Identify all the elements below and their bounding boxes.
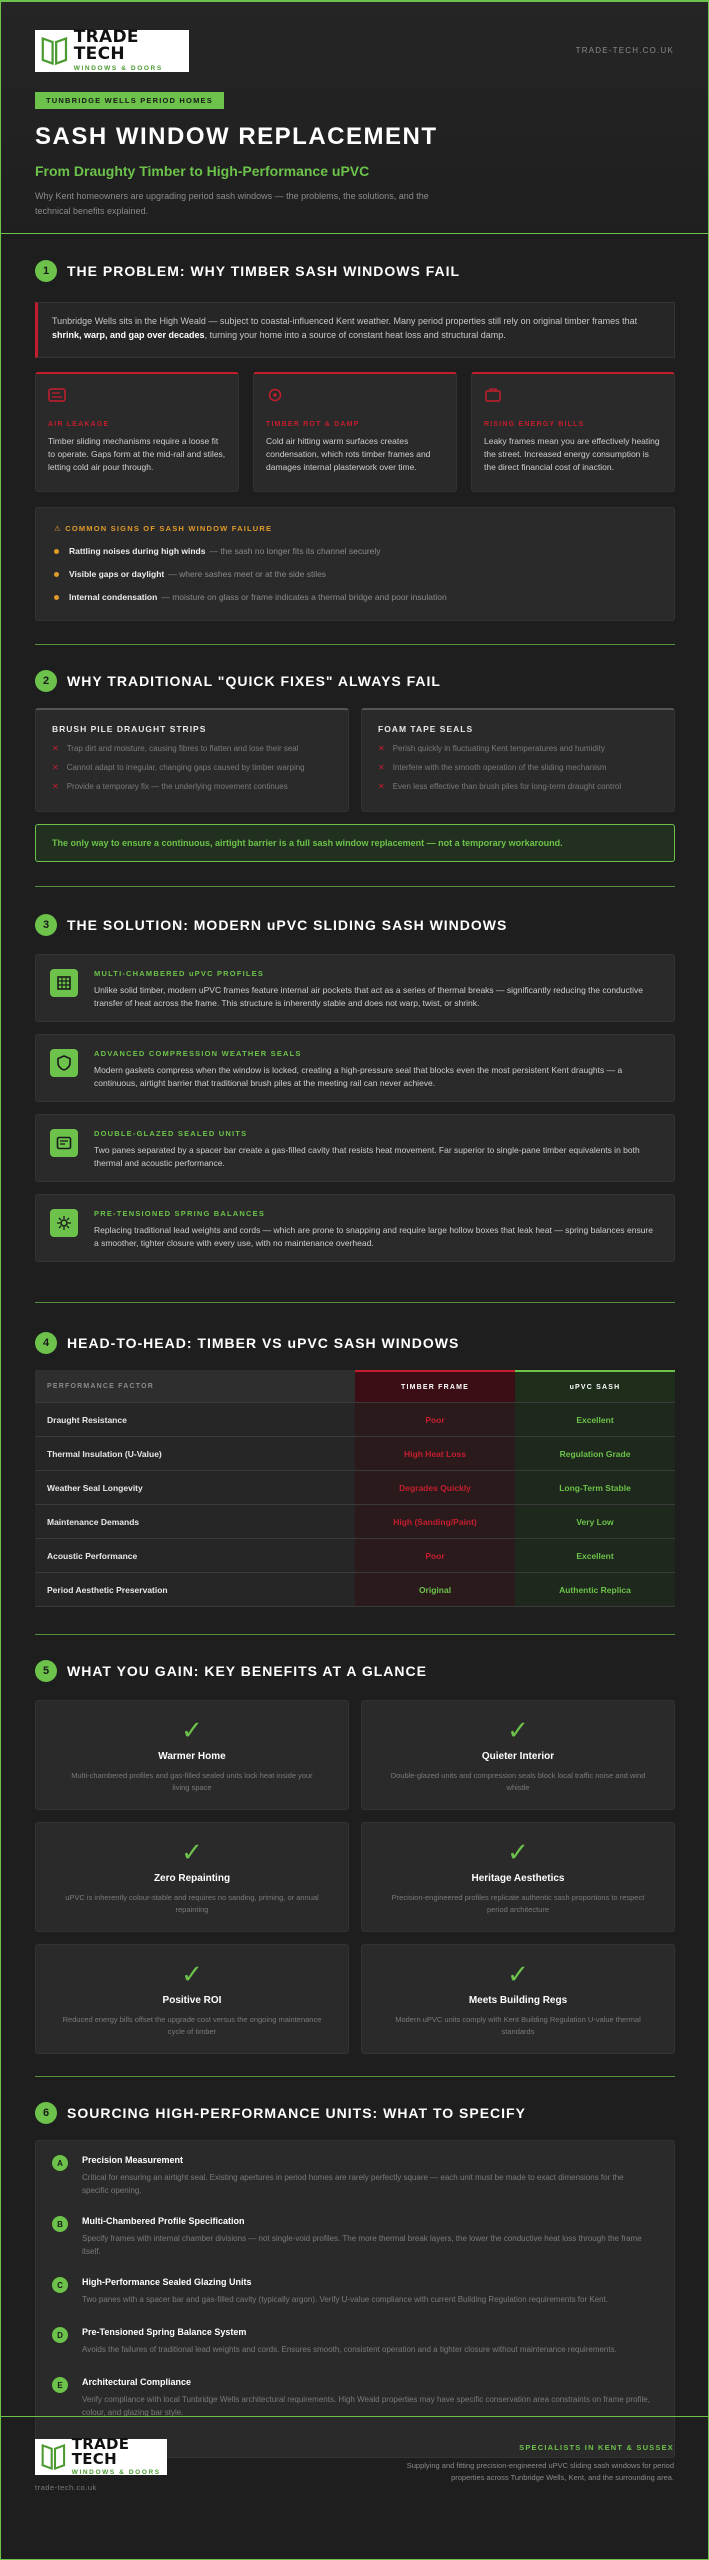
benefit-title: Meets Building Regs [468,1995,568,2006]
solution-card [35,1114,675,1182]
hero-header [1,2,708,234]
check-icon: ✓ [181,1838,203,1868]
fix-card [361,708,675,812]
cross-icon: ✕ [52,782,59,791]
list-item: ✕ Interfere with the smooth operation of the sliding mechanism [378,763,607,772]
list-item: ✕ Perish quickly in fluctuating Kent temperatures and humidity [378,744,605,753]
section-divider [35,1634,675,1635]
list-item: ✕ Cannot adapt to irregular, changing gaps caused by timber warping [52,763,305,772]
section-title: THE PROBLEM: WHY TIMBER SASH WINDOWS FAIL [67,263,461,279]
cross-icon: ✕ [378,782,385,791]
problem-card [35,372,239,492]
solution-card [35,1194,675,1262]
check-icon: ✓ [507,1960,529,1990]
benefit-card [35,1700,349,1810]
solution-text: Two panes separated by a spacer bar create a gas-filled cavity that resists heat movement. Far superior to single-pane timber equivalents in both thermal and acoustic performance. [94,1145,640,1168]
table-cell: Excellent [515,1403,675,1436]
gear-icon [56,1215,72,1231]
table-cell: Very Low [515,1505,675,1538]
brand-tagline: WINDOWS & DOORS [73,65,163,73]
solution-text: Replacing traditional lead weights and cords — which are prone to snapping and require large hollow boxes that leak heat — spring balances ensure a smoother, tighter closure with every use, with no maintenance overhead. [94,1225,653,1248]
table-header-row [35,1370,675,1403]
problem-card-text: Leaky frames mean you are effectively heating the street. Increased energy consumption is the direct financial cost of inaction. [484,436,660,472]
window-icon [56,1135,72,1151]
spec-text: Avoids the failures of traditional lead weights and cords. Ensures smooth, consistent operation and a tighter closure without maintenance requirements. [82,2345,617,2354]
footer-logo[interactable] [35,2435,167,2477]
spec-text: Critical for ensuring an airtight seal. Existing apertures in period homes are rarely perfectly square — each unit must be made to exact dimensions for the specific opening. [82,2173,624,2195]
spec-title: Pre-Tensioned Spring Balance System [82,2327,247,2337]
spec-letter: B [52,2216,68,2232]
table-cell: Excellent [515,1539,675,1572]
site-url[interactable]: TRADE-TECH.CO.UK [575,46,674,55]
spec-title: Multi-Chambered Profile Specification [82,2216,245,2226]
table-cell: Degrades Quickly [355,1471,515,1504]
section-benefits [35,1660,675,2036]
problem-card-text: Timber sliding mechanisms require a loose fit to operate. Gaps form at the mid-rail and stiles, letting cold air pour through. [48,436,226,472]
table-cell: Poor [355,1403,515,1436]
solution-title: PRE-TENSIONED SPRING BALANCES [94,1209,266,1218]
cross-icon: ✕ [52,744,59,753]
spec-title: Precision Measurement [82,2155,184,2165]
shield-icon [56,1055,72,1071]
solution-title: DOUBLE-GLAZED SEALED UNITS [94,1129,248,1138]
table-cell: Long-Term Stable [515,1471,675,1504]
section-solution [35,914,675,1274]
section-title: SOURCING HIGH-PERFORMANCE UNITS: WHAT TO SPECIFY [67,2105,526,2121]
benefit-card [361,1822,675,1932]
table-row [35,1437,675,1471]
table-cell: Draught Resistance [47,1414,127,1425]
table-cell: Acoustic Performance [47,1550,138,1561]
section-number: 1 [35,260,57,282]
check-icon: ✓ [507,1716,529,1746]
page-title: SASH WINDOW REPLACEMENT [35,123,438,150]
brand-tagline: WINDOWS & DOORS [71,2469,161,2477]
section-number: 6 [35,2102,57,2124]
section-sourcing [35,2102,675,2462]
list-item [52,2216,652,2258]
problem-card [253,372,457,492]
table-cell: Maintenance Demands [47,1516,140,1527]
table-cell: Original [355,1573,515,1606]
table-cell: Authentic Replica [515,1573,675,1606]
failure-signs-box [35,507,675,621]
problem-intro: Tunbridge Wells sits in the High Weald — subject to coastal-influenced Kent weather. Many period properties still rely on original timber frames that shrink, warp, and gap over decades, turning your home into a source of constant heat loss and structural damp. [35,302,675,358]
list-item [52,2277,652,2306]
solution-title: MULTI-CHAMBERED uPVC PROFILES [94,969,265,978]
section-divider [35,644,675,645]
signs-title: ⚠ COMMON SIGNS OF SASH WINDOW FAILURE [54,524,273,533]
bill-icon [484,388,502,402]
list-item [52,2327,652,2356]
benefit-card [361,1700,675,1810]
benefit-card [35,1944,349,2054]
fix-card-title: BRUSH PILE DRAUGHT STRIPS [52,724,207,734]
table-row [35,1403,675,1437]
table-cell: Weather Seal Longevity [47,1482,143,1493]
section-divider [35,886,675,887]
table-cell: High Heat Loss [355,1437,515,1470]
list-item [52,2155,652,2197]
benefit-title: Warmer Home [158,1751,226,1762]
problem-card-text: Cold air hitting warm surfaces creates condensation, which rots timber frames and damages internal plasterwork over time. [266,436,431,472]
list-item: Internal condensation — moisture on glass or frame indicates a thermal bridge and poor insulation [54,592,656,602]
benefit-title: Heritage Aesthetics [471,1873,565,1884]
section-comparison [35,1332,675,1632]
solution-card [35,954,675,1022]
table-row [35,1505,675,1539]
solution-text: Modern gaskets compress when the window is locked, creating a high-pressure seal that blocks even the most persistent Kent draughts — a continuous, airtight barrier that traditional brush piles at the meeting rail can never achieve. [94,1065,623,1088]
benefit-title: Positive ROI [162,1995,222,2006]
section-problem [35,260,675,640]
fix-card-title: FOAM TAPE SEALS [378,724,474,734]
table-cell: Period Aesthetic Preservation [47,1584,168,1595]
section-number: 4 [35,1332,57,1354]
section-divider [35,2076,675,2077]
table-row [35,1539,675,1573]
fix-card [35,708,349,812]
list-item: Rattling noises during high winds — the sash no longer fits its channel securely [54,546,656,556]
section-title: HEAD-TO-HEAD: TIMBER VS uPVC SASH WINDOWS [67,1335,460,1351]
spec-letter: A [52,2155,68,2171]
comparison-table [35,1370,675,1607]
check-icon: ✓ [181,1716,203,1746]
section-number: 5 [35,1660,57,1682]
spec-letter: D [52,2327,68,2343]
brand-logo[interactable] [35,27,189,73]
spec-text: Two panes with a spacer bar and gas-filled cavity (typically argon). Verify U-value compliance with current Building Regulation requirements for Kent. [82,2295,609,2304]
benefit-title: Quieter Interior [481,1751,555,1762]
solution-text: Unlike solid timber, modern uPVC frames feature internal air pockets that act as a series of thermal breaks — significantly reducing the conductive transfer of heat across the frame. This structure is inherently stable and does not warp, twist, or shrink. [94,985,643,1008]
problem-card-title: TIMBER ROT & DAMP [266,421,360,428]
logo-mark-icon [41,2441,66,2473]
droplet-icon [266,388,284,402]
column-header: PERFORMANCE FACTOR [47,1382,155,1390]
solution-title: ADVANCED COMPRESSION WEATHER SEALS [94,1049,302,1058]
problem-card [471,372,675,492]
list-item: ✕ Trap dirt and moisture, causing fibres to flatten and lose their seal [52,744,299,753]
page-subtitle: From Draughty Timber to High-Performance uPVC [35,163,370,179]
section-divider [35,1302,675,1303]
table-cell: Regulation Grade [515,1437,675,1470]
table-cell: Thermal Insulation (U-Value) [47,1448,162,1459]
benefit-card [35,1822,349,1932]
footer-url[interactable]: trade-tech.co.uk [35,2483,97,2492]
grid-icon [56,975,72,991]
footer-text: Supplying and fitting precision-engineered uPVC sliding sash windows for period properties across Tunbridge Wells, Kent, and the surrounding area. [406,2461,674,2482]
benefit-text: Precision-engineered profiles replicate authentic sash proportions to respect period architecture [391,1893,645,1914]
table-cell: Poor [355,1539,515,1572]
footer-title: SPECIALISTS IN KENT & SUSSEX [519,2443,674,2452]
spec-list [35,2140,675,2458]
section-title: THE SOLUTION: MODERN uPVC SLIDING SASH WINDOWS [67,917,508,933]
benefit-text: Reduced energy bills offset the upgrade cost versus the ongoing maintenance cycle of timber [62,2015,322,2036]
problem-card-title: AIR LEAKAGE [48,421,110,428]
page-intro: Why Kent homeowners are upgrading period sash windows — the problems, the solutions, and the technical benefits explained. [35,191,429,216]
problem-card-title: RISING ENERGY BILLS [484,421,585,428]
location-tag: TUNBRIDGE WELLS PERIOD HOMES [35,92,224,109]
list-item: ✕ Even less effective than brush piles for long-term draught control [378,782,622,791]
check-icon: ✓ [507,1838,529,1868]
brand-name: TRADE TECH [73,27,139,65]
solution-card [35,1034,675,1102]
benefit-card [361,1944,675,2054]
benefit-text: Modern uPVC units comply with Kent Building Regulation U-value thermal standards [395,2015,641,2036]
wind-icon [48,388,66,402]
section-title: WHAT YOU GAIN: KEY BENEFITS AT A GLANCE [67,1663,427,1679]
cross-icon: ✕ [52,763,59,772]
spec-letter: E [52,2377,68,2393]
table-row [35,1573,675,1607]
cross-icon: ✕ [378,744,385,753]
benefit-text: Double-glazed units and compression seals block local traffic noise and wind whistle [390,1771,646,1792]
brand-name: TRADE TECH [71,2435,130,2469]
section-number: 2 [35,670,57,692]
list-item: Visible gaps or daylight — where sashes meet or at the side stiles [54,569,656,579]
list-item [52,2377,652,2419]
benefit-title: Zero Repainting [153,1873,231,1884]
replacement-note: The only way to ensure a continuous, airtight barrier is a full sash window replacement — not a temporary workaround. [35,824,675,862]
section-number: 3 [35,914,57,936]
section-quick-fixes [35,670,675,870]
check-icon: ✓ [181,1960,203,1990]
benefit-text: Multi-chambered profiles and gas-filled sealed units lock heat inside your living space [71,1771,313,1792]
footer [1,2416,708,2560]
cross-icon: ✕ [378,763,385,772]
column-header: TIMBER FRAME [355,1370,515,1402]
list-item: ✕ Provide a temporary fix — the underlying movement continues [52,782,288,791]
table-cell: High (Sanding/Paint) [355,1505,515,1538]
column-header: uPVC SASH [515,1370,675,1402]
benefit-text: uPVC is inherently colour-stable and requires no sanding, priming, or annual repainting [65,1893,319,1914]
spec-text: Verify compliance with local Tunbridge Wells architectural requirements. High Weald properties may have specific conservation area constraints on frame profile, colour, and glazing bar style. [82,2395,650,2417]
table-row [35,1471,675,1505]
spec-title: Architectural Compliance [82,2377,192,2387]
section-title: WHY TRADITIONAL "QUICK FIXES" ALWAYS FAIL [67,673,441,689]
spec-text: Specify frames with internal chamber divisions — not single-void profiles. The more thermal break layers, the lower the conductive heat loss through the frame itself. [82,2234,642,2256]
spec-letter: C [52,2277,68,2293]
logo-mark-icon [41,35,68,67]
spec-title: High-Performance Sealed Glazing Units [82,2277,252,2287]
